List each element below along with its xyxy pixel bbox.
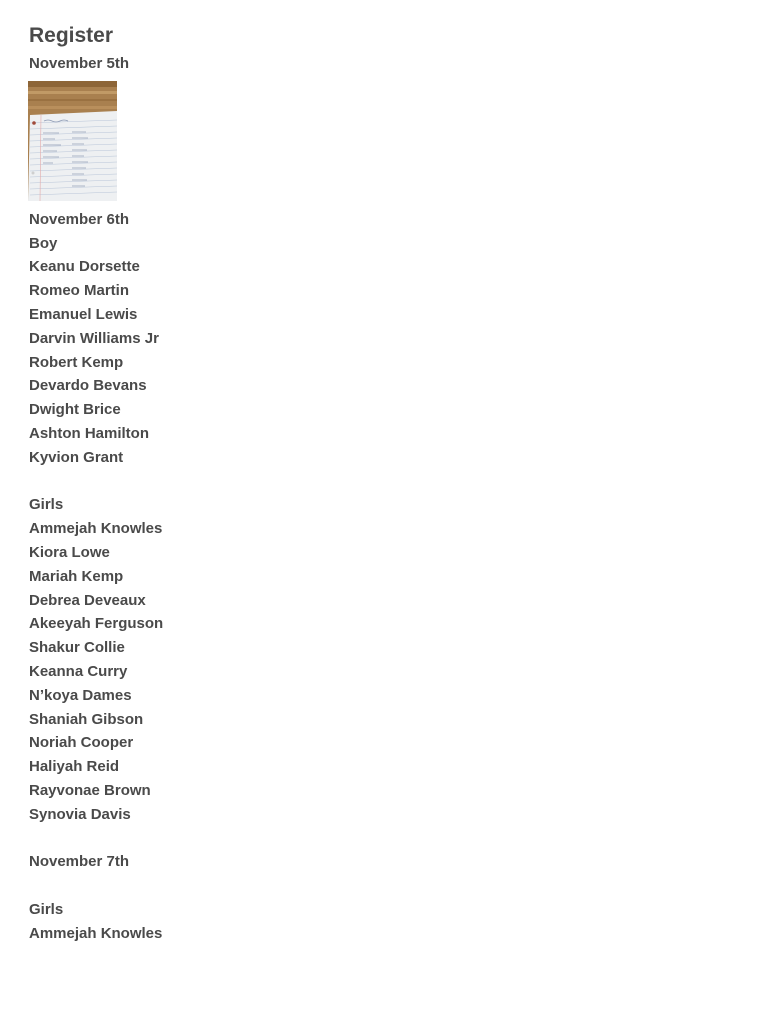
note-line[interactable]: Kyvion Grant [29, 448, 124, 466]
note-line[interactable]: Boy [29, 234, 58, 252]
note-line[interactable]: Mariah Kemp [29, 567, 124, 585]
note-line[interactable]: Ammejah Knowles [29, 520, 163, 538]
note-line[interactable]: November 6th [29, 210, 130, 228]
note-line[interactable]: Noriah Cooper [29, 734, 134, 752]
note-line[interactable]: Girls [29, 900, 64, 918]
note-body[interactable] [29, 22, 729, 946]
note-lines[interactable] [29, 208, 729, 946]
note-line[interactable]: Akeeyah Ferguson [29, 615, 164, 633]
note-line[interactable]: Ammejah Knowles [29, 924, 163, 942]
note-line[interactable]: Haliyah Reid [29, 758, 120, 776]
blank-line[interactable] [29, 470, 729, 494]
photo-thumbnail-icon [28, 81, 117, 201]
note-line[interactable]: Synovia Davis [29, 805, 131, 823]
note-line[interactable]: Dwight Brice [29, 401, 121, 419]
note-line[interactable]: Kiora Lowe [29, 543, 110, 561]
note-line[interactable]: Robert Kemp [29, 353, 124, 371]
note-line[interactable]: Debrea Deveaux [29, 591, 146, 609]
note-line[interactable]: Keanu Dorsette [29, 258, 140, 276]
note-line[interactable]: Devardo Bevans [29, 377, 147, 395]
note-line[interactable]: Shakur Collie [29, 639, 125, 657]
photo-attachment[interactable] [28, 81, 117, 201]
note-line[interactable]: Shaniah Gibson [29, 710, 144, 728]
note-title[interactable]: Register [29, 24, 114, 47]
note-line[interactable]: Darvin Williams Jr [29, 329, 159, 347]
note-line-date[interactable]: November 5th [29, 55, 130, 72]
note-line[interactable]: November 7th [29, 853, 130, 871]
note-line[interactable]: Rayvonae Brown [29, 781, 151, 799]
note-line[interactable]: Ashton Hamilton [29, 424, 149, 442]
note-line[interactable]: Girls [29, 496, 64, 514]
note-line[interactable]: Romeo Martin [29, 282, 130, 300]
note-line[interactable]: Emanuel Lewis [29, 305, 138, 323]
blank-line[interactable] [29, 874, 729, 898]
note-line[interactable]: Keanna Curry [29, 662, 128, 680]
note-line[interactable]: N’koya Dames [29, 686, 132, 704]
blank-line[interactable] [29, 827, 729, 851]
